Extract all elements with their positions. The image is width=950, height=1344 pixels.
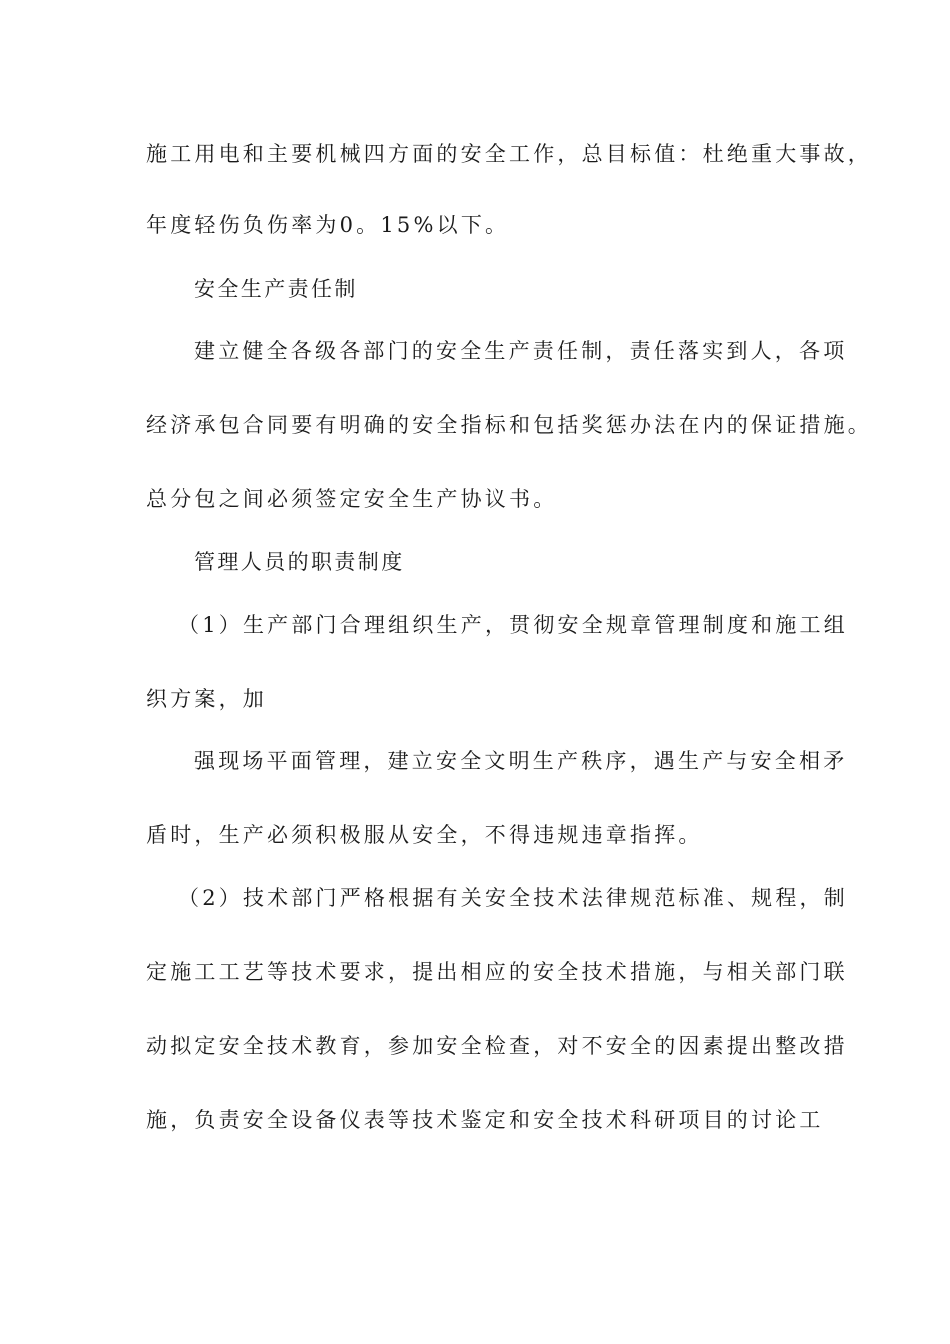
body-text-line: 强现场平面管理，建立安全文明生产秩序，遇生产与安全相矛 bbox=[194, 749, 848, 773]
section-heading: 安全生产责任制 bbox=[194, 277, 358, 301]
body-text-line: 施工用电和主要机械四方面的安全工作，总目标值：杜绝重大事故， bbox=[146, 142, 872, 166]
body-text-line: 建立健全各级各部门的安全生产责任制，责任落实到人，各项 bbox=[194, 339, 848, 363]
body-text-line: 盾时，生产必须积极服从安全，不得违规违章指挥。 bbox=[146, 823, 703, 847]
body-text-line: 总分包之间必须签定安全生产协议书。 bbox=[146, 487, 558, 511]
body-text-line: 定施工工艺等技术要求，提出相应的安全技术措施，与相关部门联 bbox=[146, 960, 848, 984]
body-text-line: 动拟定安全技术教育，参加安全检查，对不安全的因素提出整改措 bbox=[146, 1034, 848, 1058]
body-text-line: （2）技术部门严格根据有关安全技术法律规范标准、规程，制 bbox=[178, 886, 848, 910]
body-text-line: 经济承包合同要有明确的安全指标和包括奖惩办法在内的保证措施。 bbox=[146, 413, 872, 437]
body-text-line: 施，负责安全设备仪表等技术鉴定和安全技术科研项目的讨论工 bbox=[146, 1108, 824, 1132]
body-text-line: （1）生产部门合理组织生产，贯彻安全规章管理制度和施工组 bbox=[178, 613, 848, 637]
section-heading: 管理人员的职责制度 bbox=[194, 550, 405, 574]
body-text-line: 年度轻伤负伤率为0。15%以下。 bbox=[146, 213, 510, 237]
body-text-line: 织方案，加 bbox=[146, 687, 267, 711]
